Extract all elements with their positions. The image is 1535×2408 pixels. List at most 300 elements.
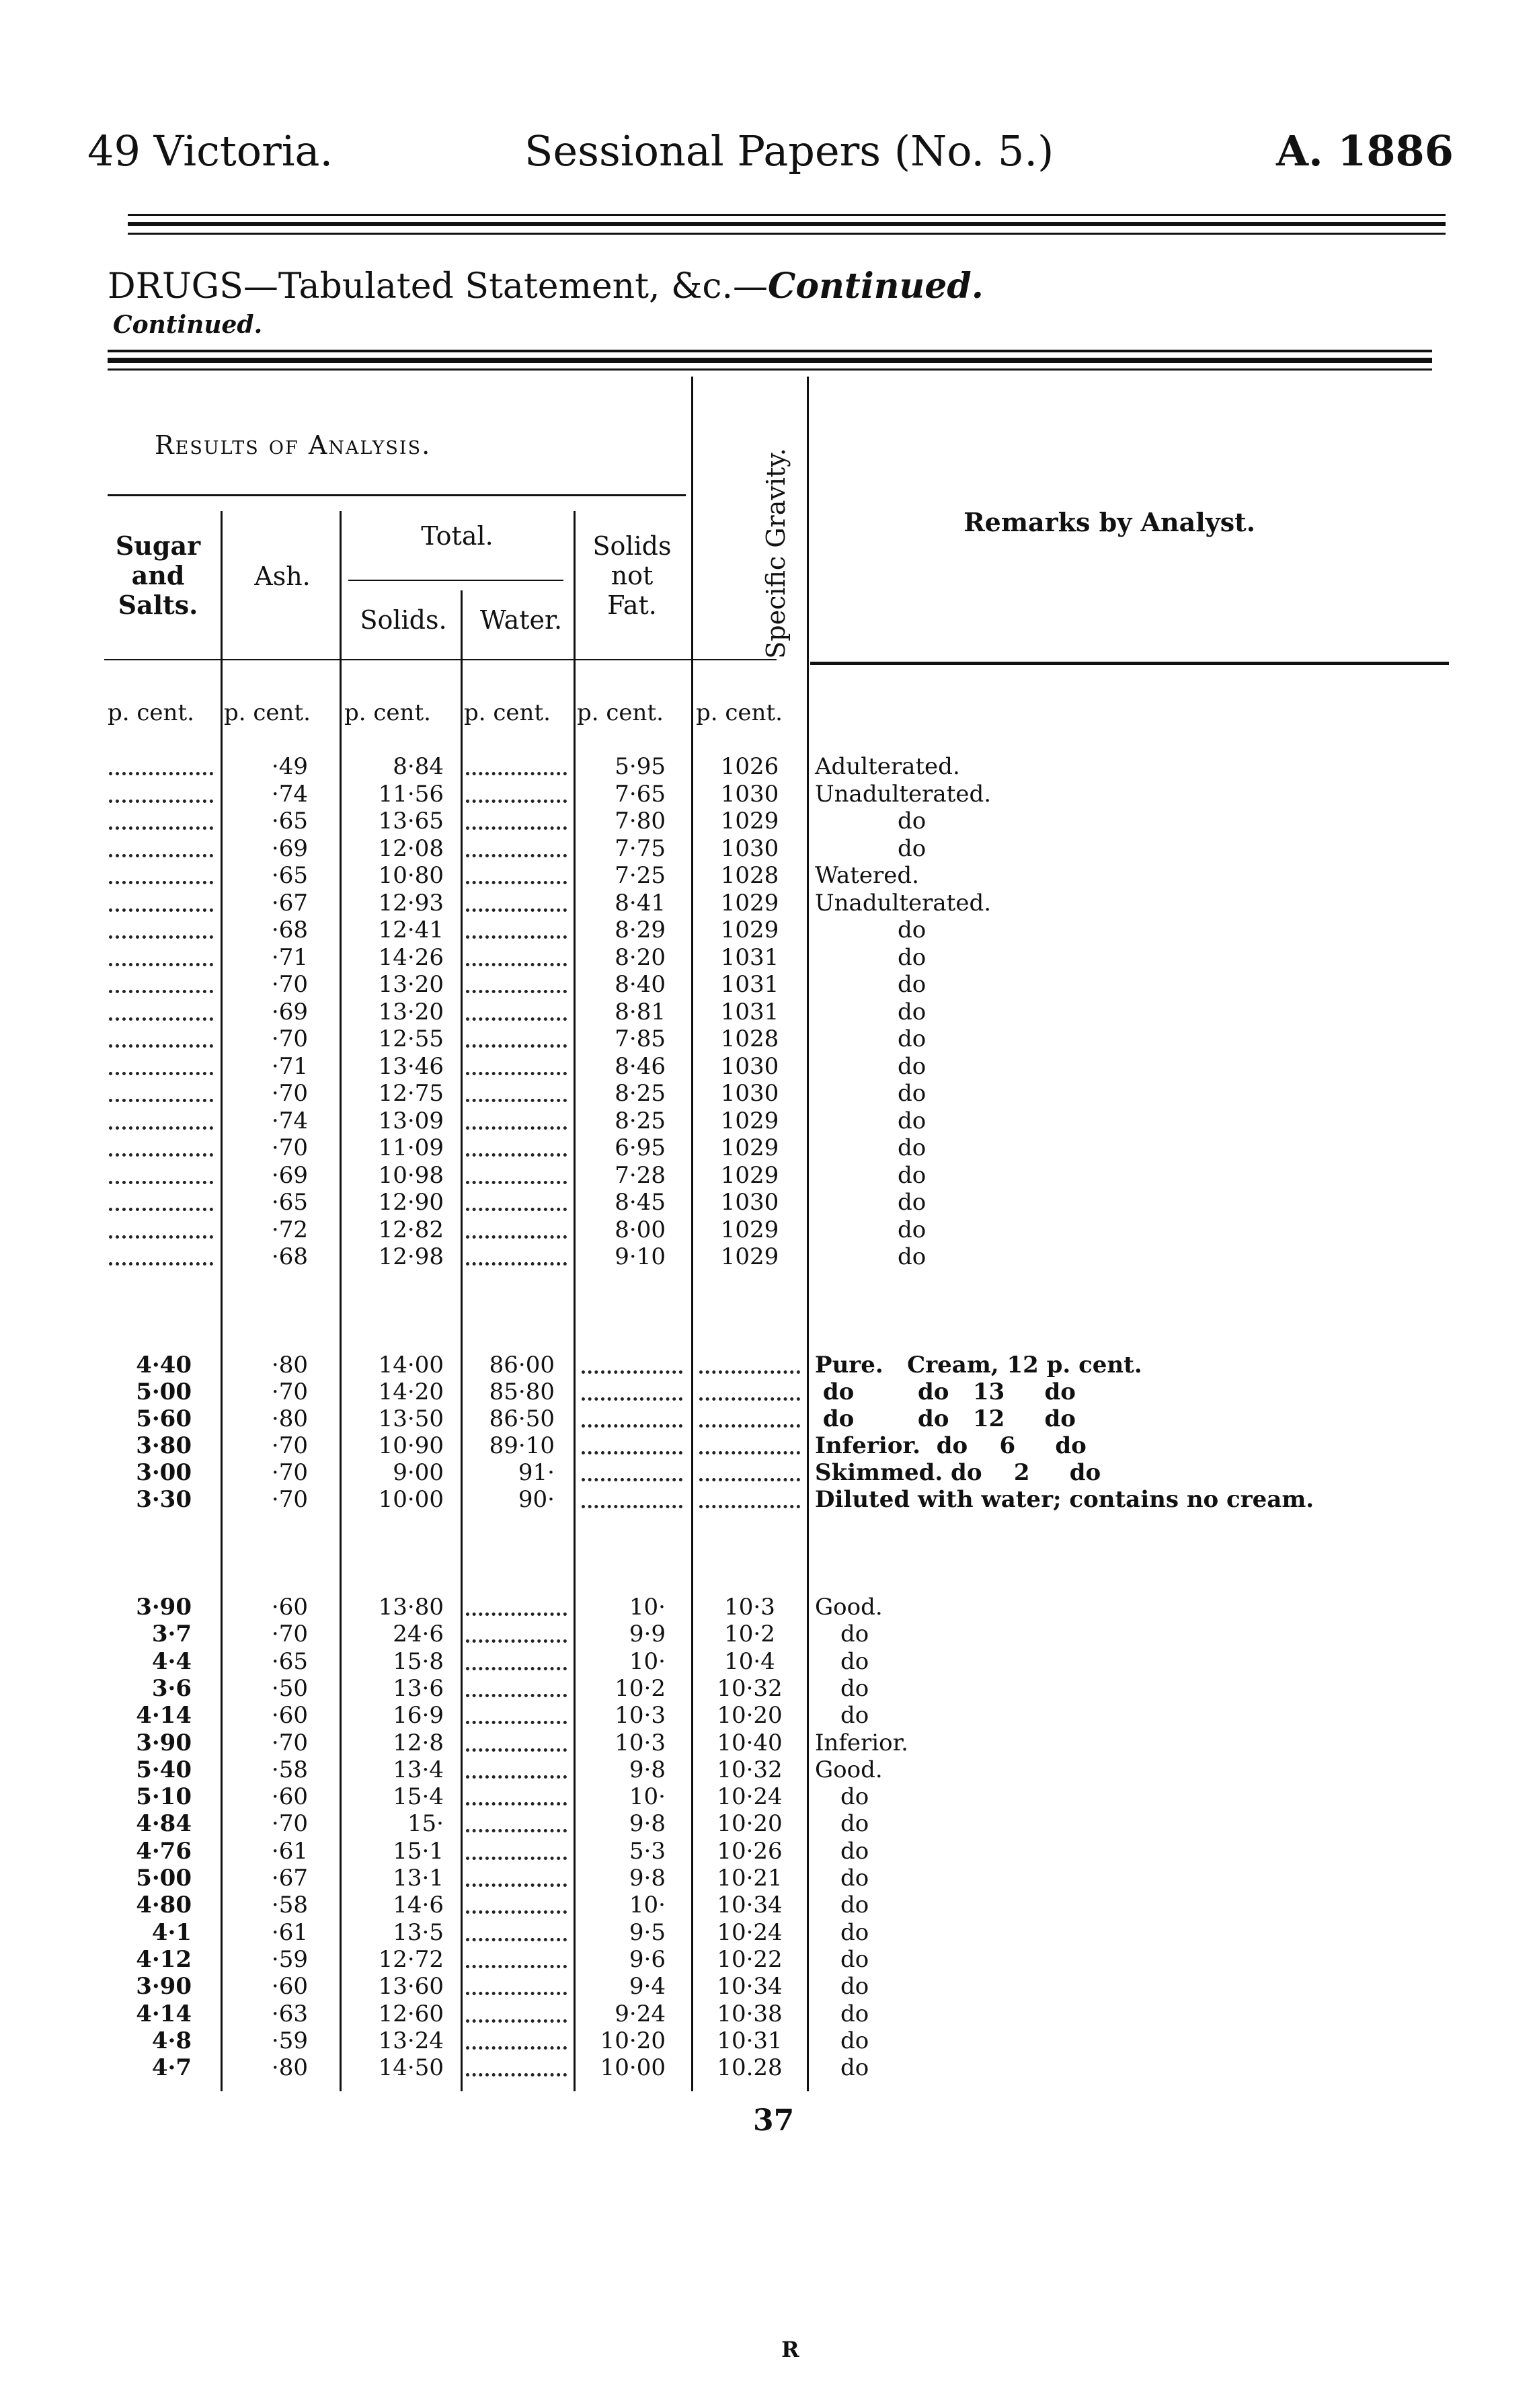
ash-value: ·49	[271, 753, 308, 780]
sugar-value: 4·14	[136, 2000, 192, 2027]
sugar-dots	[109, 986, 213, 993]
snf-value: 8·81	[615, 998, 666, 1025]
ash-value: ·70	[271, 1729, 308, 1756]
snf-value: 8·45	[615, 1189, 666, 1216]
header-rule-3	[128, 233, 1446, 235]
ash-value: ·70	[271, 1025, 308, 1052]
header-year: A. 1886	[1276, 126, 1454, 176]
snf-value: 7·80	[615, 808, 666, 834]
title-continued: Continued.	[768, 266, 984, 307]
solids-value: 13·1	[393, 1865, 444, 1892]
ash-value: ·70	[271, 1378, 308, 1405]
water-dots	[466, 1149, 567, 1157]
sg-value: 1028	[720, 862, 779, 889]
water-dots	[466, 850, 567, 857]
solids-value: 12·8	[393, 1729, 444, 1756]
water-value: 91·	[518, 1459, 555, 1486]
remark-value: do	[840, 2054, 869, 2082]
solids-value: 10·00	[378, 1486, 444, 1513]
solids-value: 12·60	[378, 2000, 444, 2027]
sugar-value: 4·14	[136, 1702, 192, 1730]
snf-value: 8·41	[615, 889, 666, 917]
vline-sugar-ash	[221, 511, 223, 2091]
sugar-dots	[109, 1095, 213, 1102]
unit-ash: p. cent.	[224, 699, 311, 726]
water-dots	[466, 1204, 567, 1211]
sg-dots	[699, 1474, 800, 1481]
sugar-dots	[109, 1204, 213, 1211]
solids-value: 14·26	[378, 943, 444, 971]
snf-value: 9·8	[629, 1810, 666, 1838]
ash-value: ·69	[271, 1161, 308, 1189]
ash-value: ·61	[271, 1837, 308, 1865]
remark-value: do	[840, 2000, 869, 2027]
page-title	[108, 266, 984, 307]
solids-value: 14·00	[378, 1352, 444, 1378]
snf-value: 6·95	[615, 1134, 666, 1161]
sugar-value: 5·60	[136, 1405, 192, 1432]
col-sugar-line3: Salts.	[118, 590, 198, 620]
solids-value: 13·46	[378, 1052, 444, 1080]
sugar-value: 4·84	[136, 1810, 192, 1838]
solids-value: 12·82	[378, 1216, 444, 1243]
water-dots	[466, 1906, 567, 1914]
title-main: DRUGS—Tabulated Statement, &c.—	[108, 266, 769, 307]
vline-solids-water	[461, 590, 463, 2091]
solids-value: 9·00	[393, 1459, 444, 1486]
unit-solids: p. cent.	[344, 699, 431, 726]
solids-value: 12·55	[378, 1025, 444, 1052]
remark-value: do	[898, 1189, 927, 1216]
water-dots	[466, 1040, 567, 1048]
remark-value: do	[898, 1025, 927, 1052]
sg-value: 10·24	[717, 1918, 783, 1946]
ash-value: ·68	[271, 1243, 308, 1270]
sg-value: 10·34	[717, 1973, 783, 2001]
sg-dots	[699, 1447, 800, 1454]
ash-value: ·60	[271, 1702, 308, 1730]
signature-mark: R	[781, 2337, 799, 2362]
header-bottom-rule-2	[810, 662, 1449, 665]
snf-value: 9·24	[615, 2000, 666, 2027]
remark-value: do	[898, 808, 927, 834]
col-sugar-line1: Sugar	[115, 531, 201, 561]
water-dots	[466, 1825, 567, 1832]
vline-snf-sg	[691, 377, 693, 2091]
water-dots	[466, 1258, 567, 1266]
remark-value: do	[840, 1973, 869, 2001]
remark-value: do	[840, 1674, 869, 1702]
sugar-dots	[109, 1231, 213, 1239]
page-number: 37	[753, 2103, 795, 2138]
sugar-value: 5·00	[136, 1378, 192, 1405]
remark-value: do	[840, 1892, 869, 1919]
remark-value: Good.	[815, 1756, 883, 1783]
ash-value: ·65	[271, 808, 308, 834]
water-dots	[466, 1095, 567, 1102]
remark-value: do	[898, 1243, 927, 1270]
sg-value: 10·32	[717, 1674, 783, 1702]
ash-value: ·60	[271, 1594, 308, 1621]
sugar-value: 3·90	[136, 1594, 192, 1621]
total-rule	[348, 580, 563, 581]
remark-value: do	[898, 1107, 927, 1134]
remark-value: Inferior. do 6 do	[815, 1432, 1087, 1459]
water-dots	[466, 822, 567, 830]
water-value: 86·00	[489, 1352, 555, 1378]
remark-value: Good.	[815, 1594, 883, 1621]
snf-value: 8·20	[615, 943, 666, 971]
ash-value: ·65	[271, 1189, 308, 1216]
ash-value: ·59	[271, 2027, 308, 2054]
col-snf-line3: Fat.	[607, 590, 657, 620]
remark-value: do	[898, 1052, 927, 1080]
water-dots	[466, 1608, 567, 1616]
sugar-value: 4·40	[136, 1352, 192, 1378]
solids-value: 12·72	[378, 1945, 444, 1973]
sg-value: 10·38	[717, 2000, 783, 2027]
snf-dots	[582, 1447, 682, 1454]
snf-value: 8·46	[615, 1052, 666, 1080]
sugar-value: 4·12	[136, 1945, 192, 1973]
water-dots	[466, 877, 567, 884]
solids-value: 13·20	[378, 971, 444, 998]
water-dots	[466, 1988, 567, 1995]
sugar-value: 3·90	[136, 1729, 192, 1756]
ash-value: ·63	[271, 2000, 308, 2027]
ash-value: ·80	[271, 2054, 308, 2082]
snf-value: 10·3	[615, 1702, 666, 1730]
snf-value: 7·85	[615, 1025, 666, 1052]
solids-value: 13·65	[378, 808, 444, 834]
header-session: 49 Victoria.	[87, 126, 333, 176]
solids-value: 10·80	[378, 862, 444, 889]
title-rule-1	[108, 350, 1432, 352]
ash-value: ·71	[271, 943, 308, 971]
water-value: 85·80	[489, 1378, 555, 1405]
solids-value: 12·98	[378, 1243, 444, 1270]
solids-value: 12·41	[378, 917, 444, 943]
solids-value: 12·93	[378, 889, 444, 917]
sg-dots	[699, 1366, 800, 1374]
solids-value: 24·6	[393, 1621, 444, 1648]
ash-value: ·70	[271, 1621, 308, 1648]
remark-value: do	[840, 1702, 869, 1730]
sugar-value: 4·80	[136, 1892, 192, 1919]
sg-value: 1029	[720, 917, 779, 943]
sg-value: 1029	[720, 1134, 779, 1161]
sugar-value: 3·80	[136, 1432, 192, 1459]
vline-ash-solids	[340, 511, 342, 2091]
ash-value: ·58	[271, 1756, 308, 1783]
snf-value: 8·40	[615, 971, 666, 998]
snf-value: 10·20	[600, 2027, 666, 2054]
col-remarks: Remarks by Analyst.	[963, 507, 1255, 537]
sugar-dots	[109, 768, 213, 775]
water-dots	[466, 1690, 567, 1697]
header-rule-1	[128, 214, 1446, 216]
ash-value: ·67	[271, 889, 308, 917]
ash-value: ·70	[271, 1134, 308, 1161]
solids-value: 13·09	[378, 1107, 444, 1134]
snf-dots	[582, 1420, 682, 1428]
sg-value: 10·20	[717, 1702, 783, 1730]
sg-value: 10·4	[724, 1647, 775, 1675]
ash-value: ·59	[271, 1945, 308, 1973]
sugar-dots	[109, 850, 213, 857]
ash-value: ·60	[271, 1973, 308, 2001]
vline-sg-remarks	[807, 377, 809, 2091]
remark-value: Unadulterated.	[815, 780, 992, 808]
sugar-value: 5·00	[136, 1865, 192, 1892]
water-dots	[466, 2015, 567, 2023]
sg-value: 10·31	[717, 2027, 783, 2054]
sg-value: 1029	[720, 889, 779, 917]
sg-value: 10·40	[717, 1729, 783, 1756]
sg-value: 1029	[720, 1161, 779, 1189]
col-sugar	[104, 531, 212, 620]
sugar-value: 4·76	[136, 1837, 192, 1865]
solids-value: 13·20	[378, 998, 444, 1025]
solids-value: 15·4	[393, 1783, 444, 1811]
title-rule-3	[108, 368, 1432, 371]
ash-value: ·50	[271, 1674, 308, 1702]
solids-value: 13·24	[378, 2027, 444, 2054]
sg-value: 10·21	[717, 1865, 783, 1892]
sugar-dots	[109, 795, 213, 803]
sg-value: 1030	[720, 834, 779, 862]
water-dots	[466, 795, 567, 803]
sg-value: 10·26	[717, 1837, 783, 1865]
ash-value: ·68	[271, 917, 308, 943]
ash-value: ·80	[271, 1352, 308, 1378]
sugar-dots	[109, 1258, 213, 1266]
col-sugar-line2: and	[131, 560, 185, 590]
ash-value: ·70	[271, 1432, 308, 1459]
remark-value: do do 13 do	[815, 1378, 1076, 1405]
solids-value: 10·90	[378, 1432, 444, 1459]
snf-value: 9·10	[615, 1243, 666, 1270]
remark-value: do	[840, 1918, 869, 1946]
snf-value: 5·95	[615, 753, 666, 780]
ash-value: ·70	[271, 1486, 308, 1513]
water-dots	[466, 1879, 567, 1887]
ash-value: ·69	[271, 998, 308, 1025]
water-dots	[466, 1231, 567, 1239]
snf-value: 9·5	[629, 1918, 666, 1946]
remark-value: Adulterated.	[815, 753, 960, 780]
sugar-value: 5·40	[136, 1756, 192, 1783]
snf-value: 8·00	[615, 1216, 666, 1243]
solids-value: 13·5	[393, 1918, 444, 1946]
water-dots	[466, 1717, 567, 1724]
header-papers: Sessional Papers (No. 5.)	[524, 126, 1054, 176]
water-dots	[466, 2069, 567, 2076]
remark-value: Watered.	[815, 862, 919, 889]
sugar-dots	[109, 959, 213, 966]
snf-dots	[582, 1501, 682, 1508]
remark-value: do	[840, 1945, 869, 1973]
sg-value: 10.28	[717, 2054, 783, 2082]
snf-value: 7·28	[615, 1161, 666, 1189]
unit-water: p. cent.	[464, 699, 551, 726]
sg-value: 1031	[720, 943, 779, 971]
col-specific-gravity: Specific Gravity.	[761, 448, 791, 659]
ash-value: ·60	[271, 1783, 308, 1811]
ash-value: ·70	[271, 1810, 308, 1838]
snf-value: 8·29	[615, 917, 666, 943]
sg-value: 10·24	[717, 1783, 783, 1811]
remark-value: Skimmed. do 2 do	[815, 1459, 1101, 1486]
sugar-dots	[109, 1068, 213, 1075]
remark-value: do	[840, 1837, 869, 1865]
ash-value: ·65	[271, 1647, 308, 1675]
sg-value: 1030	[720, 1080, 779, 1107]
water-dots	[466, 1635, 567, 1643]
snf-dots	[582, 1474, 682, 1481]
water-dots	[466, 1013, 567, 1021]
vline-water-snf	[574, 511, 576, 2091]
solids-value: 13·4	[393, 1756, 444, 1783]
water-dots	[466, 768, 567, 775]
ash-value: ·65	[271, 862, 308, 889]
sugar-dots	[109, 1149, 213, 1157]
remark-value: do	[898, 1134, 927, 1161]
sugar-value: 3·30	[136, 1486, 192, 1513]
sg-value: 10·32	[717, 1756, 783, 1783]
sugar-dots	[109, 877, 213, 884]
remark-value: Inferior.	[815, 1729, 908, 1756]
sg-value: 10·3	[724, 1594, 775, 1621]
solids-value: 13·50	[378, 1405, 444, 1432]
sugar-value: 4·7	[151, 2054, 192, 2082]
snf-value: 10·2	[615, 1674, 666, 1702]
title-rule-2	[108, 358, 1432, 363]
unit-sugar: p. cent.	[108, 699, 194, 726]
col-ash: Ash.	[254, 561, 311, 591]
solids-value: 15·	[407, 1810, 444, 1838]
snf-value: 9·8	[629, 1865, 666, 1892]
sugar-dots	[109, 1013, 213, 1021]
remark-value: do do 12 do	[815, 1405, 1076, 1432]
solids-value: 14·20	[378, 1378, 444, 1405]
snf-value: 10·	[629, 1783, 666, 1811]
water-dots	[466, 1771, 567, 1779]
subtitle: Continued.	[113, 311, 263, 339]
sg-value: 10·2	[724, 1621, 775, 1648]
water-value: 90·	[518, 1486, 555, 1513]
remark-value: Unadulterated.	[815, 889, 992, 917]
sg-dots	[699, 1420, 800, 1428]
sg-dots	[699, 1501, 800, 1508]
sugar-dots	[109, 904, 213, 912]
snf-dots	[582, 1393, 682, 1401]
remark-value: do	[898, 1080, 927, 1107]
remark-value: do	[898, 834, 927, 862]
ash-value: ·58	[271, 1892, 308, 1919]
ash-value: ·72	[271, 1216, 308, 1243]
remark-value: do	[898, 998, 927, 1025]
remark-value: do	[898, 1216, 927, 1243]
col-water: Water.	[479, 605, 563, 635]
sugar-dots	[109, 822, 213, 830]
water-dots	[466, 931, 567, 939]
sugar-value: 3·6	[151, 1674, 192, 1702]
snf-dots	[582, 1366, 682, 1374]
ash-value: ·70	[271, 1459, 308, 1486]
solids-value: 15·1	[393, 1837, 444, 1865]
results-rule	[108, 494, 686, 496]
sg-value: 1028	[720, 1025, 779, 1052]
snf-value: 10·00	[600, 2054, 666, 2082]
sugar-value: 4·8	[151, 2027, 192, 2054]
sugar-value: 3·00	[136, 1459, 192, 1486]
solids-value: 14·50	[378, 2054, 444, 2082]
sg-value: 1029	[720, 1107, 779, 1134]
water-value: 86·50	[489, 1405, 555, 1432]
unit-snf: p. cent.	[577, 699, 664, 726]
ash-value: ·70	[271, 971, 308, 998]
col-snf-line2: not	[611, 561, 654, 590]
solids-value: 16·9	[393, 1702, 444, 1730]
remark-value: do	[840, 1621, 869, 1648]
sugar-dots	[109, 1122, 213, 1130]
solids-value: 11·56	[378, 780, 444, 808]
remark-value: do	[898, 1161, 927, 1189]
snf-value: 7·25	[615, 862, 666, 889]
water-dots	[466, 2042, 567, 2050]
water-dots	[466, 986, 567, 993]
sg-value: 1029	[720, 1216, 779, 1243]
water-dots	[466, 1934, 567, 1941]
header-bottom-rule-1	[104, 659, 777, 660]
water-value: 89·10	[489, 1432, 555, 1459]
sg-value: 1030	[720, 780, 779, 808]
snf-value: 5·3	[629, 1837, 666, 1865]
sugar-value: 3·90	[136, 1973, 192, 2001]
water-dots	[466, 1068, 567, 1075]
remark-value: do	[898, 917, 927, 943]
solids-value: 13·6	[393, 1674, 444, 1702]
water-dots	[466, 1961, 567, 1968]
remark-value: do	[840, 1865, 869, 1892]
solids-value: 8·84	[393, 753, 444, 780]
results-of-analysis-heading: Results of Analysis.	[155, 430, 432, 460]
snf-value: 10·	[629, 1594, 666, 1621]
snf-value: 7·65	[615, 780, 666, 808]
sg-value: 10·20	[717, 1810, 783, 1838]
solids-value: 13·60	[378, 1973, 444, 2001]
snf-value: 9·8	[629, 1756, 666, 1783]
sg-value: 1031	[720, 971, 779, 998]
ash-value: ·61	[271, 1918, 308, 1946]
col-snf-line1: Solids	[592, 531, 672, 561]
ash-value: ·74	[271, 780, 308, 808]
sg-value: 10·34	[717, 1892, 783, 1919]
snf-value: 7·75	[615, 834, 666, 862]
header-rule-2	[128, 222, 1446, 226]
remark-value: do	[898, 943, 927, 971]
solids-value: 10·98	[378, 1161, 444, 1189]
sg-value: 1031	[720, 998, 779, 1025]
sugar-value: 3·7	[151, 1621, 192, 1648]
remark-value: do	[840, 1810, 869, 1838]
sg-dots	[699, 1393, 800, 1401]
snf-value: 8·25	[615, 1080, 666, 1107]
remark-value: do	[840, 2027, 869, 2054]
ash-value: ·69	[271, 834, 308, 862]
snf-value: 9·6	[629, 1945, 666, 1973]
